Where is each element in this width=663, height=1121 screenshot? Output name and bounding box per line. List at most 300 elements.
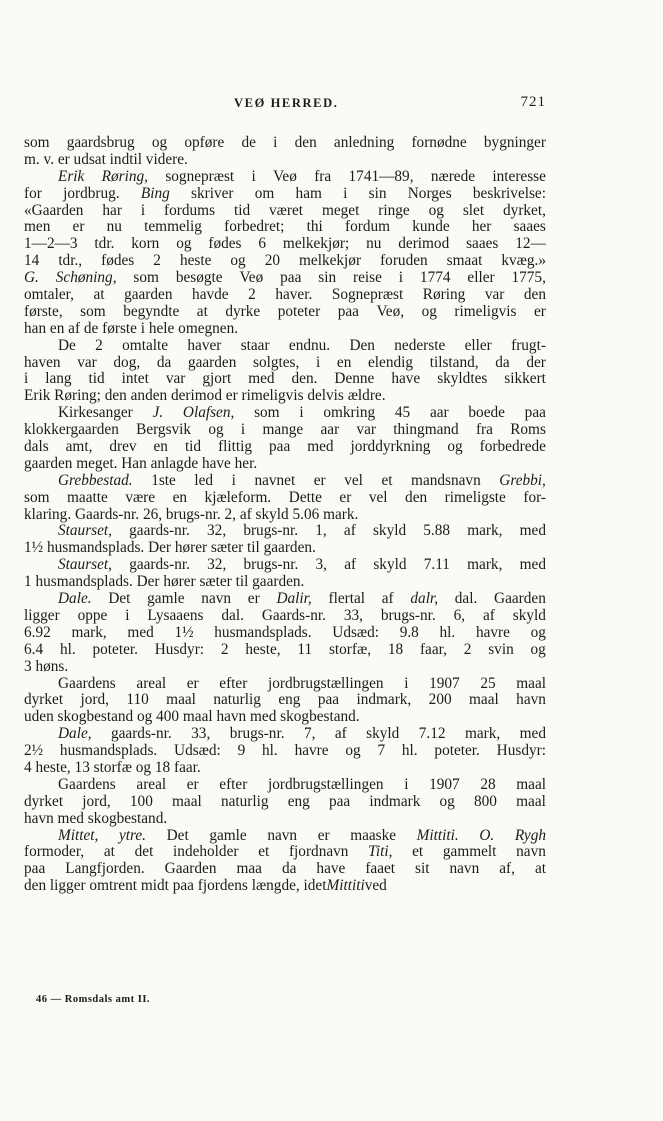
word: skyld <box>373 556 407 574</box>
word: er <box>186 674 199 692</box>
word: 2 <box>95 336 103 354</box>
word: nærede <box>430 167 476 185</box>
word: af <box>344 556 357 574</box>
text-line <box>24 270 546 287</box>
word: Gaarden <box>494 590 546 608</box>
text-line <box>24 236 546 253</box>
word: af <box>483 606 495 624</box>
word: gamle <box>209 826 247 844</box>
word: gjort <box>202 370 232 388</box>
text-line <box>24 321 546 338</box>
word: heste <box>179 252 212 270</box>
word: 7.11 <box>423 556 450 574</box>
word: korn <box>131 235 160 253</box>
word: klokkergaarden <box>24 421 119 439</box>
word: De <box>58 336 76 354</box>
text-line <box>24 726 546 743</box>
word: i <box>343 184 348 202</box>
word: med <box>519 725 546 743</box>
word: jord, <box>82 792 111 810</box>
word: husmandsplads. <box>214 623 312 641</box>
word: en <box>336 353 352 371</box>
word: Roms <box>510 421 546 439</box>
word: gaarden <box>124 286 173 304</box>
word: dals <box>24 438 49 456</box>
text-line <box>24 844 546 861</box>
word: af <box>381 590 394 608</box>
word: dal. <box>221 606 244 624</box>
italic-word: Bing <box>140 184 170 202</box>
text-line <box>24 355 546 372</box>
word: med <box>307 438 334 456</box>
word: husmandsplads. <box>59 742 158 760</box>
word: skyld <box>512 606 546 624</box>
text-line <box>24 422 546 439</box>
word: staar <box>240 336 270 354</box>
italic-word: dalr, <box>410 590 439 608</box>
word: endnu. <box>288 336 331 354</box>
word: og <box>176 235 192 253</box>
word: og <box>345 742 361 760</box>
word: sin <box>318 269 337 287</box>
word: 6, <box>453 606 466 624</box>
word: er <box>339 488 352 506</box>
word: «Gaarden <box>24 201 84 219</box>
italic-text: Mittiti <box>326 877 365 895</box>
word: 11 <box>297 640 313 658</box>
word: 110 <box>126 691 149 709</box>
word: Norges <box>407 184 452 202</box>
text-line <box>24 253 546 270</box>
word: 2 <box>248 286 256 304</box>
word: aar <box>429 404 449 422</box>
word: faaet <box>365 860 396 878</box>
word: Gaarden <box>164 860 217 878</box>
word: navn <box>449 860 480 878</box>
word: rimeligvis <box>454 302 517 320</box>
italic-word: Titi, <box>368 843 393 861</box>
italic-word: J. <box>152 404 164 422</box>
text-line <box>24 642 546 659</box>
word: eng <box>278 691 301 709</box>
text-run: gaarden meget. Han anlagde have her. <box>24 454 258 472</box>
italic-word: Grebbestad. <box>58 471 133 489</box>
text-line <box>24 169 546 186</box>
word: 1907 <box>429 674 460 692</box>
word: i <box>299 404 304 422</box>
word: haver <box>187 336 222 354</box>
running-title: VEØ HERRED. <box>234 96 339 110</box>
text-line <box>24 135 546 152</box>
text-line <box>24 490 546 507</box>
italic-word: Dalir, <box>276 590 312 608</box>
word: brugs-nr. <box>380 606 436 624</box>
word: den <box>405 488 428 506</box>
word: amt, <box>65 438 93 456</box>
word: i <box>24 370 29 388</box>
italic-word: Rygh <box>514 826 546 844</box>
word: skyld <box>372 522 407 540</box>
word: 2 <box>153 252 161 270</box>
word: maal <box>516 775 546 793</box>
text-line <box>24 523 546 540</box>
word: som <box>133 269 159 287</box>
word: fjordnavn <box>288 843 349 861</box>
word: slet <box>462 201 485 219</box>
word: i <box>231 471 236 489</box>
word: Kirkesanger <box>58 404 133 422</box>
word: maal <box>516 792 546 810</box>
word: paa <box>269 438 291 456</box>
text-line <box>24 676 546 693</box>
word: melkekjør <box>299 252 362 270</box>
italic-word: Staurset, <box>58 556 112 574</box>
word: er <box>313 471 326 489</box>
text-line <box>24 186 546 203</box>
text-line <box>24 152 546 169</box>
word: Bergsvik <box>136 421 192 439</box>
word: 200 <box>428 691 452 709</box>
word: Gaardens <box>58 674 116 692</box>
word: maal <box>166 691 196 709</box>
word: 12— <box>515 235 546 253</box>
word: brugs-nr. <box>243 522 299 540</box>
word: paa <box>337 302 359 320</box>
word: som <box>80 302 106 320</box>
word: Udsæd: <box>332 623 380 641</box>
word: af <box>334 725 347 743</box>
text-line <box>24 811 546 828</box>
word: omtalte <box>122 336 169 354</box>
word: Veø, <box>376 302 405 320</box>
word: 1ste <box>151 471 176 489</box>
word: begyndte <box>123 302 180 320</box>
word: for <box>24 184 42 202</box>
word: Udsæd: <box>174 742 221 760</box>
text-line <box>24 794 546 811</box>
text-line <box>24 878 546 895</box>
word: sognepræst <box>165 167 235 185</box>
word: have <box>316 860 346 878</box>
italic-word: Dale. <box>58 590 92 608</box>
word: dal. <box>454 590 478 608</box>
word: med <box>127 623 154 641</box>
text-run: Erik Røring; den anden derimod er rimeligvis delvis ældre. <box>24 387 386 405</box>
word: 45 <box>394 404 411 422</box>
word: 32, <box>207 522 227 540</box>
word: poteter. <box>434 742 480 760</box>
word: og <box>447 438 463 456</box>
text-run: han en af de første i hele omegnen. <box>24 319 239 337</box>
word: tdr., <box>58 252 83 270</box>
word: at <box>196 302 208 320</box>
word: 9.8 <box>399 623 419 641</box>
word: 100 <box>129 792 153 810</box>
word: hl. <box>59 640 76 658</box>
word: brugs-nr. <box>229 725 285 743</box>
word: havre <box>475 623 510 641</box>
text-line <box>24 861 546 878</box>
word: en <box>172 488 188 506</box>
word: Dette <box>288 488 322 506</box>
word: i <box>398 269 404 287</box>
italic-word: Mittet, <box>58 826 99 844</box>
word: poteter <box>277 302 321 320</box>
word: 1774 <box>419 269 451 287</box>
text-line <box>24 659 546 676</box>
text-line <box>24 591 546 608</box>
word: formoder, <box>24 843 85 861</box>
word: i <box>404 674 409 692</box>
italic-word: Staurset, <box>58 522 112 540</box>
word: kvæg.» <box>501 252 546 270</box>
word: dyrke <box>225 302 261 320</box>
text-run: den ligger omtrent midt paa fjordens længde, idet <box>24 877 327 895</box>
word: haven <box>24 353 61 371</box>
word: var <box>356 421 376 439</box>
italic-word: Mittiti. <box>416 826 459 844</box>
word: maal <box>172 792 202 810</box>
word: Sognepræst <box>331 286 404 304</box>
word: det <box>134 843 154 861</box>
text-run: uden skogbestand og 400 maal havn med skogbestand. <box>24 708 360 726</box>
word: paa <box>317 691 340 709</box>
word: tilstand, <box>429 353 479 371</box>
word: er <box>317 826 330 844</box>
word: første, <box>24 302 63 320</box>
word: thingmand <box>393 421 459 439</box>
word: gamle <box>147 590 185 608</box>
word: rimeligste <box>444 488 506 506</box>
word: at <box>103 843 115 861</box>
word: 6 <box>258 235 267 253</box>
word: Veø <box>273 167 297 185</box>
word: beskrivelse: <box>472 184 546 202</box>
text-run: 1½ husmandsplads. Der hører sæter til gaarden. <box>24 539 316 557</box>
word: 1, <box>315 522 327 540</box>
word: elendig <box>368 353 414 371</box>
word: gammelt <box>442 843 497 861</box>
word: i <box>140 201 146 219</box>
page-number: 721 <box>520 94 546 110</box>
word: 32, <box>207 556 227 574</box>
text-line <box>24 219 546 236</box>
word: sikkert <box>504 370 546 388</box>
word: af, <box>499 860 515 878</box>
word: areal <box>136 674 167 692</box>
word: jord, <box>80 691 109 709</box>
italic-word: Grebbi, <box>499 471 546 489</box>
word: mark, <box>71 623 107 641</box>
word: 2 <box>463 640 472 658</box>
word: nederste <box>394 336 446 354</box>
word: tdr. <box>94 235 115 253</box>
word: omtaler, <box>24 286 74 304</box>
word: Røring <box>422 286 466 304</box>
word: den <box>523 286 546 304</box>
sheet-signature: 46 — Romsdals amt II. <box>36 994 151 1005</box>
word: dyrket <box>24 691 64 709</box>
text-run: ved <box>364 877 387 895</box>
text-line <box>24 777 546 794</box>
word: forbedret; <box>224 218 285 236</box>
word: tid <box>233 201 251 219</box>
word: 1—2—3 <box>24 235 78 253</box>
word: kjæleform. <box>204 488 272 506</box>
word: dog, <box>113 353 141 371</box>
word: jordbrugstællingen <box>267 674 384 692</box>
word: mandsnavn <box>411 471 481 489</box>
word: er <box>72 218 85 236</box>
word: skyld <box>366 725 400 743</box>
word: jordbrugstællingen <box>267 775 384 793</box>
word: lang <box>45 370 72 388</box>
word: indmark <box>369 792 421 810</box>
word: mark, <box>467 522 503 540</box>
word: vel <box>344 471 363 489</box>
word: at <box>534 860 546 878</box>
word: have <box>391 370 421 388</box>
word: paa <box>280 269 302 287</box>
word: 18 <box>387 640 404 658</box>
text-line <box>24 557 546 574</box>
word: boede <box>468 404 505 422</box>
word: saaes <box>466 235 499 253</box>
body-text <box>24 135 546 895</box>
text-line <box>24 574 546 591</box>
word: Det <box>108 590 131 608</box>
text-line <box>24 507 546 524</box>
word: areal <box>136 775 167 793</box>
word: i <box>404 775 409 793</box>
word: fordums <box>164 201 216 219</box>
word: Husdyr: <box>496 742 546 760</box>
word: paa <box>524 404 546 422</box>
word: Lysaaens <box>147 606 204 624</box>
italic-word: Olafsen, <box>182 404 235 422</box>
word: 14 <box>24 252 40 270</box>
word: 28 <box>480 775 496 793</box>
italic-word: Schøning, <box>55 269 117 287</box>
word: navn <box>516 843 546 861</box>
word: melkekjør; <box>282 235 350 253</box>
italic-word: O. <box>479 826 495 844</box>
word: at <box>93 286 105 304</box>
word: da <box>281 860 297 878</box>
word: med <box>248 370 275 388</box>
word: 1½ <box>174 623 194 641</box>
word: 25 <box>480 674 496 692</box>
word: storfæ, <box>328 640 372 658</box>
word: interesse <box>492 167 546 185</box>
word: thi <box>306 218 323 236</box>
word: fra <box>314 167 332 185</box>
word: omkring <box>323 404 376 422</box>
italic-word: Røring, <box>101 167 148 185</box>
word: i <box>240 421 246 439</box>
text-run: 4 heste, 13 storfæ og 18 faar. <box>24 758 201 776</box>
word: 3, <box>315 556 328 574</box>
word: Denne <box>334 370 375 388</box>
word: i <box>125 606 130 624</box>
word: opføre <box>184 134 225 151</box>
word: skriver <box>191 184 234 202</box>
word: og <box>151 134 168 151</box>
italic-word: ytre. <box>118 826 147 844</box>
text-line <box>24 760 546 777</box>
word: 33, <box>191 725 211 743</box>
text-line <box>24 540 546 557</box>
word: dyrket, <box>503 201 546 219</box>
word: eller <box>464 336 492 354</box>
word: ligger <box>24 606 60 624</box>
word: var <box>484 286 505 304</box>
word: frugt- <box>511 336 546 354</box>
word: maal <box>516 674 546 692</box>
word: om <box>254 184 275 202</box>
word: Husdyr: <box>154 640 205 658</box>
text-run: m. v. er udsat indtil videre. <box>24 150 188 168</box>
italic-word: Dale, <box>58 725 92 743</box>
word: 7, <box>303 725 316 743</box>
text-line <box>24 473 546 490</box>
text-line <box>24 388 546 405</box>
text-line <box>24 439 546 456</box>
word: 5.88 <box>423 522 451 540</box>
word: anledning <box>333 134 395 151</box>
word: faar, <box>419 640 447 658</box>
word: i <box>273 134 278 151</box>
word: nu <box>106 218 122 236</box>
word: 1907 <box>429 775 460 793</box>
word: jordbrug. <box>63 184 120 202</box>
word: naturlig <box>220 792 269 810</box>
word: Den <box>349 336 375 354</box>
word: hl. <box>262 742 278 760</box>
word: da <box>156 353 172 371</box>
word: fra <box>475 421 493 439</box>
word: 6.92 <box>24 623 51 641</box>
italic-word: Erik <box>58 167 85 185</box>
word: tid <box>184 438 202 456</box>
text-run: havn med skogbestand. <box>24 809 168 827</box>
word: gaards-nr. <box>110 725 172 743</box>
text-run: 3 høns. <box>24 657 69 675</box>
word: og <box>421 302 437 320</box>
word: var <box>165 370 186 388</box>
word: paa <box>328 792 351 810</box>
word: mark, <box>467 556 503 574</box>
word: paa <box>24 860 46 878</box>
word: et <box>412 843 424 861</box>
word: mark, <box>464 725 501 743</box>
word: navnet <box>254 471 296 489</box>
word: Det <box>166 826 189 844</box>
word: for- <box>523 488 546 506</box>
word: sin <box>368 184 387 202</box>
word: intet <box>121 370 149 388</box>
word: 20 <box>264 252 281 270</box>
word: skyldtes <box>437 370 488 388</box>
word: reise <box>353 269 382 287</box>
word: naturlig <box>213 691 261 709</box>
word: indmark, <box>356 691 412 709</box>
word: havn <box>516 691 546 709</box>
word: den <box>294 134 317 151</box>
word: med <box>519 522 546 540</box>
word: Gaards-nr. <box>261 606 326 624</box>
word: fornødne <box>411 134 467 151</box>
